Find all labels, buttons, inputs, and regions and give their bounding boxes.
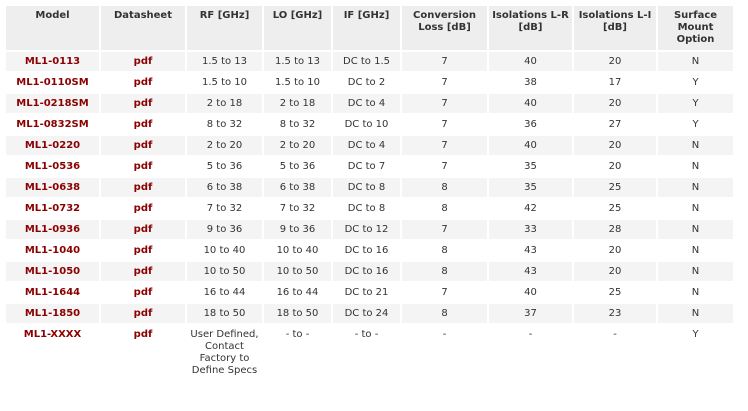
lo-range-cell: 5 to 36 [264,157,331,176]
surface-mount-cell: N [658,262,733,281]
col-header-model: Model [6,6,99,50]
datasheet-pdf-link[interactable]: pdf [101,220,185,239]
col-header-if: IF [GHz] [333,6,400,50]
datasheet-pdf-link[interactable]: pdf [101,325,185,393]
table-row [6,220,733,239]
model-link[interactable]: ML1-0832SM [6,115,99,134]
isolation-lr-cell: 38 [489,73,572,92]
if-range-cell: - to - [333,325,400,393]
if-range-cell: DC to 24 [333,304,400,323]
isolation-li-cell: 20 [574,94,656,113]
col-header-rf: RF [GHz] [187,6,262,50]
isolation-li-cell: 28 [574,220,656,239]
rf-range-cell: 2 to 18 [187,94,262,113]
header-row [6,6,733,50]
surface-mount-cell: Y [658,73,733,92]
col-header-isolation-lr: Isolations L-R [dB] [489,6,572,50]
datasheet-pdf-link[interactable]: pdf [101,199,185,218]
lo-range-cell: 2 to 18 [264,94,331,113]
conversion-loss-cell: 7 [402,220,487,239]
datasheet-pdf-link[interactable]: pdf [101,262,185,281]
model-link[interactable]: ML1-0220 [6,136,99,155]
if-range-cell: DC to 12 [333,220,400,239]
table-row [6,262,733,281]
lo-range-cell: 1.5 to 13 [264,52,331,71]
conversion-loss-cell: 7 [402,283,487,302]
datasheet-pdf-link[interactable]: pdf [101,157,185,176]
isolation-li-cell: 25 [574,178,656,197]
datasheet-pdf-link[interactable]: pdf [101,241,185,260]
isolation-lr-cell: 43 [489,241,572,260]
surface-mount-cell: N [658,52,733,71]
conversion-loss-cell: 7 [402,157,487,176]
table-row [6,304,733,323]
isolation-lr-cell: - [489,325,572,393]
isolation-lr-cell: 40 [489,94,572,113]
table-row [6,136,733,155]
if-range-cell: DC to 10 [333,115,400,134]
isolation-lr-cell: 35 [489,178,572,197]
table-row [6,73,733,92]
lo-range-cell: 18 to 50 [264,304,331,323]
table-row [6,199,733,218]
model-link[interactable]: ML1-XXXX [6,325,99,393]
if-range-cell: DC to 16 [333,241,400,260]
rf-range-cell: User Defined, Contact Factory to Define Specs [187,325,262,393]
isolation-lr-cell: 40 [489,52,572,71]
surface-mount-cell: Y [658,94,733,113]
conversion-loss-cell: 8 [402,262,487,281]
isolation-lr-cell: 42 [489,199,572,218]
rf-range-cell: 18 to 50 [187,304,262,323]
col-header-conversion-loss: Conversion Loss [dB] [402,6,487,50]
model-link[interactable]: ML1-0536 [6,157,99,176]
isolation-li-cell: 20 [574,157,656,176]
conversion-loss-cell: 7 [402,115,487,134]
model-link[interactable]: ML1-1850 [6,304,99,323]
rf-range-cell: 10 to 50 [187,262,262,281]
surface-mount-cell: N [658,220,733,239]
table-row [6,52,733,71]
table-row [6,157,733,176]
datasheet-pdf-link[interactable]: pdf [101,304,185,323]
datasheet-pdf-link[interactable]: pdf [101,115,185,134]
lo-range-cell: 16 to 44 [264,283,331,302]
isolation-lr-cell: 40 [489,136,572,155]
table-row [6,283,733,302]
datasheet-pdf-link[interactable]: pdf [101,73,185,92]
if-range-cell: DC to 1.5 [333,52,400,71]
isolation-lr-cell: 40 [489,283,572,302]
datasheet-pdf-link[interactable]: pdf [101,136,185,155]
rf-range-cell: 5 to 36 [187,157,262,176]
model-link[interactable]: ML1-0218SM [6,94,99,113]
rf-range-cell: 2 to 20 [187,136,262,155]
surface-mount-cell: N [658,136,733,155]
rf-range-cell: 6 to 38 [187,178,262,197]
table-row [6,241,733,260]
lo-range-cell: 1.5 to 10 [264,73,331,92]
table-row [6,115,733,134]
conversion-loss-cell: 7 [402,136,487,155]
table-row [6,325,733,393]
lo-range-cell: 6 to 38 [264,178,331,197]
isolation-li-cell: 23 [574,304,656,323]
isolation-li-cell: 25 [574,283,656,302]
isolation-li-cell: 20 [574,52,656,71]
isolation-lr-cell: 33 [489,220,572,239]
isolation-li-cell: 20 [574,262,656,281]
if-range-cell: DC to 2 [333,73,400,92]
col-header-lo: LO [GHz] [264,6,331,50]
lo-range-cell: 10 to 50 [264,262,331,281]
lo-range-cell: 2 to 20 [264,136,331,155]
isolation-li-cell: 17 [574,73,656,92]
table-row [6,94,733,113]
col-header-datasheet: Datasheet [101,6,185,50]
datasheet-pdf-link[interactable]: pdf [101,178,185,197]
model-link[interactable]: ML1-1644 [6,283,99,302]
surface-mount-cell: N [658,304,733,323]
conversion-loss-cell: 8 [402,178,487,197]
if-range-cell: DC to 4 [333,136,400,155]
isolation-lr-cell: 36 [489,115,572,134]
isolation-li-cell: 20 [574,136,656,155]
datasheet-pdf-link[interactable]: pdf [101,94,185,113]
if-range-cell: DC to 8 [333,178,400,197]
if-range-cell: DC to 21 [333,283,400,302]
lo-range-cell: - to - [264,325,331,393]
model-link[interactable]: ML1-1050 [6,262,99,281]
if-range-cell: DC to 8 [333,199,400,218]
surface-mount-cell: N [658,199,733,218]
model-link[interactable]: ML1-0113 [6,52,99,71]
lo-range-cell: 9 to 36 [264,220,331,239]
surface-mount-cell: Y [658,115,733,134]
if-range-cell: DC to 4 [333,94,400,113]
datasheet-pdf-link[interactable]: pdf [101,283,185,302]
if-range-cell: DC to 7 [333,157,400,176]
lo-range-cell: 7 to 32 [264,199,331,218]
isolation-lr-cell: 43 [489,262,572,281]
rf-range-cell: 16 to 44 [187,283,262,302]
if-range-cell: DC to 16 [333,262,400,281]
rf-range-cell: 9 to 36 [187,220,262,239]
conversion-loss-cell: 7 [402,52,487,71]
datasheet-pdf-link[interactable]: pdf [101,52,185,71]
conversion-loss-cell: 7 [402,73,487,92]
lo-range-cell: 10 to 40 [264,241,331,260]
rf-range-cell: 1.5 to 13 [187,52,262,71]
surface-mount-cell: N [658,157,733,176]
rf-range-cell: 10 to 40 [187,241,262,260]
isolation-li-cell: 25 [574,199,656,218]
mixer-table-container [4,4,735,395]
isolation-lr-cell: 37 [489,304,572,323]
table-row [6,178,733,197]
conversion-loss-cell: 7 [402,94,487,113]
conversion-loss-cell: 8 [402,304,487,323]
col-header-isolation-li: Isolations L-I [dB] [574,6,656,50]
rf-range-cell: 8 to 32 [187,115,262,134]
surface-mount-cell: N [658,178,733,197]
surface-mount-cell: N [658,241,733,260]
model-link[interactable]: ML1-0110SM [6,73,99,92]
conversion-loss-cell: 8 [402,199,487,218]
model-link[interactable]: ML1-0638 [6,178,99,197]
model-link[interactable]: ML1-0936 [6,220,99,239]
col-header-surface-mount: Surface Mount Option [658,6,733,50]
isolation-li-cell: 27 [574,115,656,134]
model-link[interactable]: ML1-1040 [6,241,99,260]
surface-mount-cell: N [658,283,733,302]
isolation-li-cell: - [574,325,656,393]
conversion-loss-cell: 8 [402,241,487,260]
conversion-loss-cell: - [402,325,487,393]
rf-range-cell: 7 to 32 [187,199,262,218]
isolation-lr-cell: 35 [489,157,572,176]
rf-range-cell: 1.5 to 10 [187,73,262,92]
surface-mount-cell: Y [658,325,733,393]
isolation-li-cell: 20 [574,241,656,260]
lo-range-cell: 8 to 32 [264,115,331,134]
model-link[interactable]: ML1-0732 [6,199,99,218]
mixer-spec-table [4,4,735,395]
